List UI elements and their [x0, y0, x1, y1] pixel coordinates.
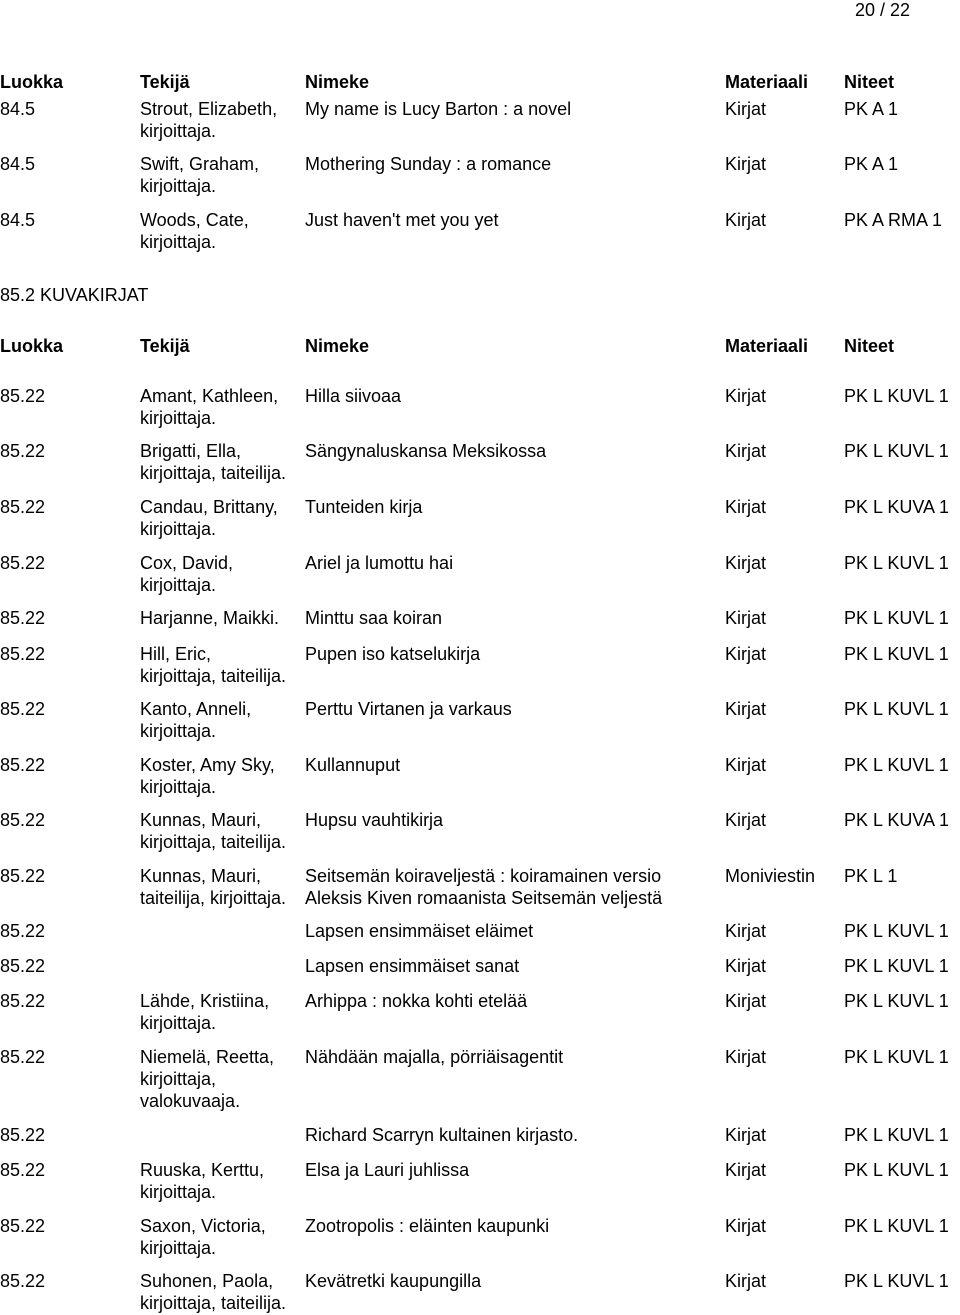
- cell-tekija-line: kirjoittaja.: [140, 777, 217, 797]
- cell-nimeke-line: Just haven't met you yet: [305, 210, 499, 230]
- cell-luokka: 85.22: [0, 921, 46, 941]
- cell-materiaali: Kirjat: [725, 1160, 767, 1180]
- cell-luokka: 84.5: [0, 154, 36, 174]
- cell-nimeke: [305, 496, 422, 518]
- cell-nimeke-line: Nähdään majalla, pörriäisagentit: [305, 1047, 564, 1067]
- cell-nimeke-line: Zootropolis : eläinten kaupunki: [305, 1216, 550, 1236]
- cell-materiaali: Kirjat: [725, 956, 767, 976]
- cell-tekija-line: valokuvaaja.: [140, 1091, 241, 1111]
- cell-niteet: PK L KUVL 1: [844, 1160, 949, 1180]
- cell-tekija-line: Amant, Kathleen,: [140, 386, 279, 406]
- cell-tekija: [140, 607, 279, 629]
- cell-nimeke: [305, 698, 512, 720]
- col-nimeke: Nimeke: [305, 72, 370, 92]
- cell-niteet: PK L KUVA 1: [844, 497, 950, 517]
- cell-luokka: 85.22: [0, 866, 46, 886]
- cell-nimeke-line: Richard Scarryn kultainen kirjasto.: [305, 1125, 579, 1145]
- cell-tekija-line: Koster, Amy Sky,: [140, 755, 275, 775]
- cell-nimeke-line: My name is Lucy Barton : a novel: [305, 99, 572, 119]
- cell-nimeke-line: Kullannuput: [305, 755, 401, 775]
- col-niteet: Niteet: [844, 72, 895, 92]
- cell-nimeke: [305, 552, 453, 574]
- cell-materiaali: Kirjat: [725, 699, 767, 719]
- cell-tekija-line: Kunnas, Mauri,: [140, 866, 262, 886]
- cell-tekija-line: kirjoittaja,: [140, 1069, 217, 1089]
- cell-tekija-line: Cox, David,: [140, 553, 234, 573]
- cell-tekija-line: kirjoittaja.: [140, 1182, 217, 1202]
- cell-nimeke: [305, 1159, 469, 1181]
- col-niteet: Niteet: [844, 336, 895, 356]
- cell-tekija-line: kirjoittaja, taiteilija.: [140, 666, 287, 686]
- cell-niteet: PK A RMA 1: [844, 210, 943, 230]
- cell-tekija-line: Candau, Brittany,: [140, 497, 278, 517]
- cell-tekija: [140, 440, 286, 484]
- cell-tekija-line: kirjoittaja.: [140, 519, 217, 539]
- cell-tekija: [140, 1215, 266, 1259]
- cell-luokka: 85.22: [0, 810, 46, 830]
- cell-nimeke: [305, 607, 442, 629]
- cell-tekija-line: Suhonen, Paola,: [140, 1271, 274, 1291]
- cell-nimeke: [305, 209, 499, 231]
- cell-tekija-line: Strout, Elizabeth,: [140, 99, 278, 119]
- cell-tekija: [140, 385, 278, 429]
- cell-materiaali: Kirjat: [725, 441, 767, 461]
- cell-nimeke-line: Kevätretki kaupungilla: [305, 1271, 482, 1291]
- cell-tekija-line: kirjoittaja.: [140, 1238, 217, 1258]
- cell-luokka: 85.22: [0, 755, 46, 775]
- cell-tekija: [140, 153, 259, 197]
- cell-tekija-line: Lähde, Kristiina,: [140, 991, 270, 1011]
- cell-tekija-line: taiteilija, kirjoittaja.: [140, 888, 287, 908]
- cell-tekija: [140, 496, 278, 540]
- cell-tekija-line: Swift, Graham,: [140, 154, 260, 174]
- cell-materiaali: Kirjat: [725, 991, 767, 1011]
- cell-materiaali: Kirjat: [725, 154, 767, 174]
- cell-nimeke: [305, 1215, 549, 1237]
- cell-tekija: [140, 1046, 274, 1112]
- cell-luokka: 85.22: [0, 1271, 46, 1291]
- cell-tekija-line: kirjoittaja, taiteilija.: [140, 463, 287, 483]
- cell-tekija-line: Ruuska, Kerttu,: [140, 1160, 265, 1180]
- cell-niteet: PK L KUVL 1: [844, 699, 949, 719]
- cell-nimeke-line: Sängynaluskansa Meksikossa: [305, 441, 547, 461]
- cell-luokka: 85.22: [0, 441, 46, 461]
- cell-nimeke-line: Minttu saa koiran: [305, 608, 443, 628]
- section-2-title: 85.2 KUVAKIRJAT: [0, 285, 149, 305]
- col-tekija: Tekijä: [140, 72, 190, 92]
- cell-tekija: [140, 643, 286, 687]
- cell-tekija: [140, 1159, 264, 1203]
- cell-materiaali: Kirjat: [725, 1271, 767, 1291]
- cell-nimeke-line: Aleksis Kiven romaanista Seitsemän veljestä: [305, 888, 663, 908]
- col-luokka: Luokka: [0, 336, 64, 356]
- cell-luokka: 85.22: [0, 956, 46, 976]
- cell-nimeke: [305, 385, 401, 407]
- cell-nimeke-line: Hilla siivoaa: [305, 386, 402, 406]
- cell-nimeke: [305, 955, 519, 977]
- cell-nimeke-line: Lapsen ensimmäiset eläimet: [305, 921, 534, 941]
- cell-nimeke-line: Seitsemän koiraveljestä : koiramainen versio: [305, 866, 662, 886]
- cell-luokka: 85.22: [0, 386, 46, 406]
- cell-tekija: [140, 98, 277, 142]
- cell-tekija: [140, 754, 275, 798]
- cell-nimeke-line: Pupen iso katselukirja: [305, 644, 481, 664]
- cell-luokka: 85.22: [0, 553, 46, 573]
- cell-tekija-line: kirjoittaja.: [140, 721, 217, 741]
- cell-tekija-line: kirjoittaja.: [140, 408, 217, 428]
- cell-tekija-line: kirjoittaja.: [140, 121, 217, 141]
- cell-luokka: 85.22: [0, 1216, 46, 1236]
- cell-tekija-line: Niemelä, Reetta,: [140, 1047, 275, 1067]
- cell-luokka: 84.5: [0, 99, 36, 119]
- cell-niteet: PK L KUVL 1: [844, 644, 949, 664]
- col-nimeke: Nimeke: [305, 336, 370, 356]
- cell-luokka: 85.22: [0, 497, 46, 517]
- cell-niteet: PK L KUVL 1: [844, 1125, 949, 1145]
- col-materiaali: Materiaali: [725, 72, 809, 92]
- cell-niteet: PK L KUVL 1: [844, 1271, 949, 1291]
- cell-tekija: [140, 1270, 286, 1314]
- cell-materiaali: Kirjat: [725, 921, 767, 941]
- cell-tekija-line: kirjoittaja.: [140, 176, 217, 196]
- cell-nimeke: [305, 920, 533, 942]
- cell-luokka: 85.22: [0, 608, 46, 628]
- cell-tekija-line: kirjoittaja, taiteilija.: [140, 832, 287, 852]
- cell-nimeke: [305, 754, 400, 776]
- cell-materiaali: Kirjat: [725, 99, 767, 119]
- cell-tekija-line: Woods, Cate,: [140, 210, 249, 230]
- cell-tekija-line: kirjoittaja.: [140, 1013, 217, 1033]
- cell-materiaali: Kirjat: [725, 497, 767, 517]
- cell-niteet: PK L KUVL 1: [844, 441, 949, 461]
- cell-tekija: [140, 552, 233, 596]
- cell-tekija-line: kirjoittaja.: [140, 232, 217, 252]
- cell-niteet: PK L KUVL 1: [844, 386, 949, 406]
- cell-nimeke: [305, 153, 551, 175]
- cell-luokka: 85.22: [0, 1160, 46, 1180]
- cell-materiaali: Kirjat: [725, 553, 767, 573]
- cell-nimeke-line: Ariel ja lumottu hai: [305, 553, 454, 573]
- cell-luokka: 85.22: [0, 1047, 46, 1067]
- cell-tekija: [140, 865, 286, 909]
- cell-materiaali: Kirjat: [725, 386, 767, 406]
- cell-nimeke: [305, 809, 443, 831]
- cell-nimeke-line: Arhippa : nokka kohti etelää: [305, 991, 528, 1011]
- cell-niteet: PK A 1: [844, 99, 899, 119]
- cell-materiaali: Kirjat: [725, 1125, 767, 1145]
- cell-nimeke: [305, 98, 571, 120]
- cell-niteet: PK A 1: [844, 154, 899, 174]
- cell-nimeke: [305, 1124, 578, 1146]
- cell-nimeke-line: Elsa ja Lauri juhlissa: [305, 1160, 470, 1180]
- col-materiaali: Materiaali: [725, 336, 809, 356]
- cell-luokka: 85.22: [0, 644, 46, 664]
- cell-materiaali: Kirjat: [725, 810, 767, 830]
- cell-niteet: PK L KUVL 1: [844, 1047, 949, 1067]
- cell-materiaali: Kirjat: [725, 1216, 767, 1236]
- cell-tekija: [140, 809, 286, 853]
- cell-niteet: PK L KUVL 1: [844, 991, 949, 1011]
- cell-nimeke-line: Hupsu vauhtikirja: [305, 810, 444, 830]
- cell-nimeke: [305, 440, 546, 462]
- page-number: 20 / 22: [855, 0, 911, 20]
- cell-materiaali: Kirjat: [725, 644, 767, 664]
- cell-niteet: PK L 1: [844, 866, 898, 886]
- cell-niteet: PK L KUVL 1: [844, 956, 949, 976]
- col-luokka: Luokka: [0, 72, 64, 92]
- cell-nimeke: [305, 643, 480, 665]
- cell-nimeke-line: Lapsen ensimmäiset sanat: [305, 956, 520, 976]
- cell-nimeke-line: Perttu Virtanen ja varkaus: [305, 699, 512, 719]
- cell-materiaali: Kirjat: [725, 1047, 767, 1067]
- cell-tekija-line: Harjanne, Maikki.: [140, 608, 280, 628]
- cell-tekija-line: Hill, Eric,: [140, 644, 211, 664]
- cell-nimeke-line: Mothering Sunday : a romance: [305, 154, 552, 174]
- cell-tekija-line: Kunnas, Mauri,: [140, 810, 262, 830]
- cell-nimeke: [305, 1270, 481, 1292]
- cell-materiaali: Moniviestin: [725, 866, 816, 886]
- cell-tekija: [140, 209, 249, 253]
- cell-niteet: PK L KUVL 1: [844, 553, 949, 573]
- cell-materiaali: Kirjat: [725, 608, 767, 628]
- cell-tekija-line: Brigatti, Ella,: [140, 441, 242, 461]
- cell-nimeke: [305, 1046, 563, 1068]
- col-tekija: Tekijä: [140, 336, 190, 356]
- cell-materiaali: Kirjat: [725, 210, 767, 230]
- cell-luokka: 84.5: [0, 210, 36, 230]
- cell-nimeke: [305, 865, 662, 909]
- cell-materiaali: Kirjat: [725, 755, 767, 775]
- cell-tekija-line: kirjoittaja, taiteilija.: [140, 1293, 287, 1313]
- cell-tekija-line: Kanto, Anneli,: [140, 699, 252, 719]
- cell-luokka: 85.22: [0, 699, 46, 719]
- cell-luokka: 85.22: [0, 1125, 46, 1145]
- cell-tekija: [140, 990, 269, 1034]
- cell-tekija-line: kirjoittaja.: [140, 575, 217, 595]
- cell-tekija-line: Saxon, Victoria,: [140, 1216, 266, 1236]
- cell-niteet: PK L KUVL 1: [844, 755, 949, 775]
- cell-luokka: 85.22: [0, 991, 46, 1011]
- cell-niteet: PK L KUVA 1: [844, 810, 950, 830]
- cell-niteet: PK L KUVL 1: [844, 608, 949, 628]
- cell-nimeke-line: Tunteiden kirja: [305, 497, 423, 517]
- cell-nimeke: [305, 990, 527, 1012]
- cell-tekija: [140, 698, 251, 742]
- cell-niteet: PK L KUVL 1: [844, 921, 949, 941]
- cell-niteet: PK L KUVL 1: [844, 1216, 949, 1236]
